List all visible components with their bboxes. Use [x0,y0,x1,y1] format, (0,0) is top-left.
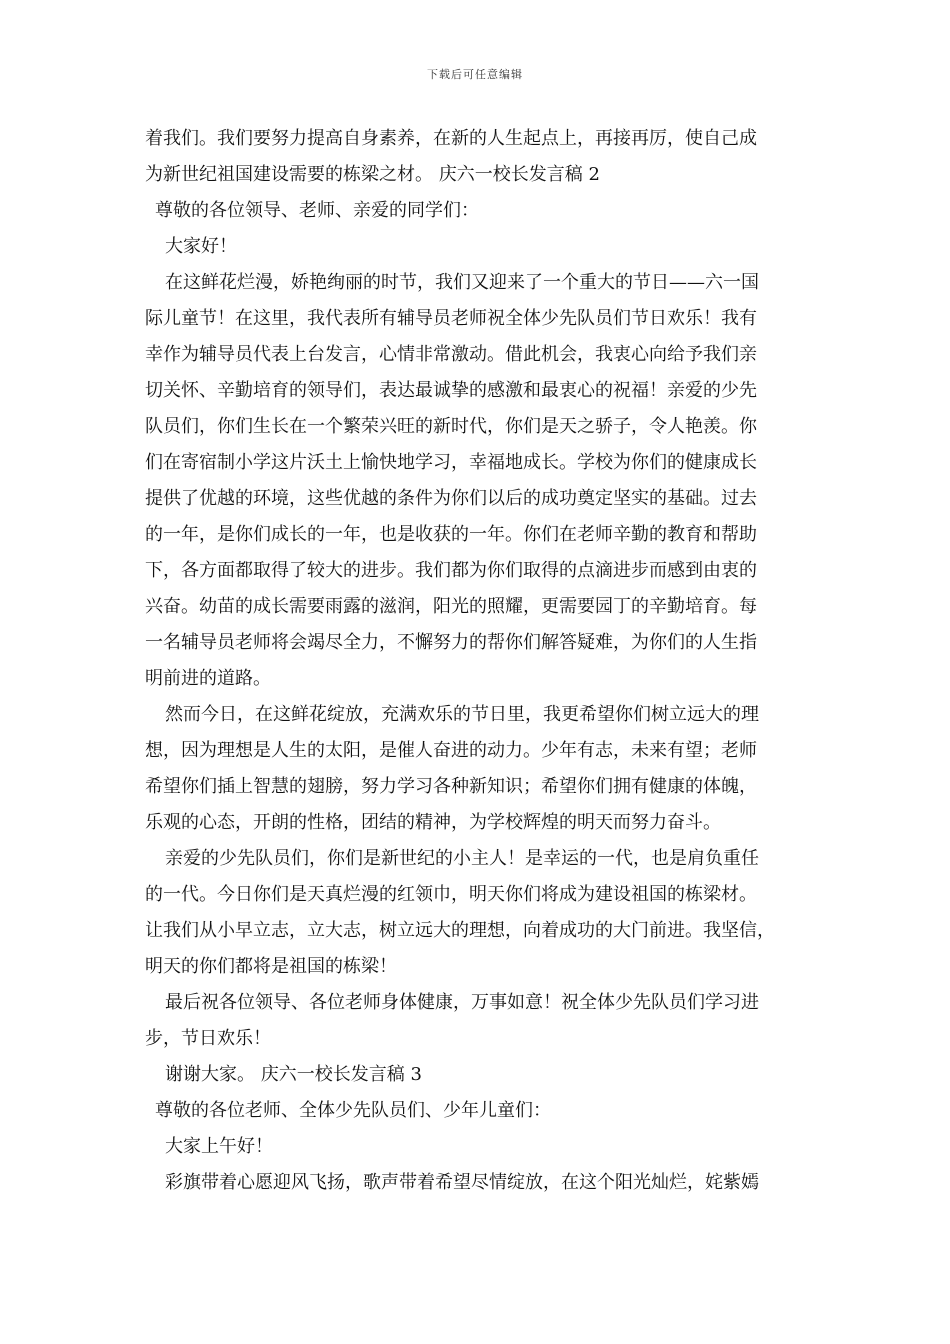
text-line: 乐观的心态，开朗的性格，团结的精神，为学校辉煌的明天而努力奋斗。 [145,812,721,833]
text-line: 最后祝各位领导、各位老师身体健康，万事如意！祝全体少先队员们学习进 [165,992,759,1013]
text-line: 际儿童节！在这里，我代表所有辅导员老师祝全体少先队员们节日欢乐！我有 [145,308,757,329]
text-line: 为新世纪祖国建设需要的栋梁之材。 庆六一校长发言稿 2 [145,164,600,185]
text-line: 幸作为辅导员代表上台发言，心情非常激动。借此机会，我衷心向给予我们亲 [145,344,757,365]
text-line: 让我们从小早立志，立大志，树立远大的理想，向着成功的大门前进。我坚信， [145,920,775,941]
text-line: 尊敬的各位老师、全体少先队员们、少年儿童们： [155,1100,551,1121]
text-line: 在这鲜花烂漫，娇艳绚丽的时节，我们又迎来了一个重大的节日——六一国 [165,272,759,293]
text-line: 一名辅导员老师将会竭尽全力，不懈努力的帮你们解答疑难，为你们的人生指 [145,632,757,653]
text-line: 谢谢大家。 庆六一校长发言稿 3 [165,1064,422,1085]
text-line: 们在寄宿制小学这片沃土上愉快地学习，幸福地成长。学校为你们的健康成长 [145,452,757,473]
text-line: 大家上午好！ [165,1136,273,1157]
text-line: 的一代。今日你们是天真烂漫的红领巾，明天你们将成为建设祖国的栋梁材。 [145,884,757,905]
text-line: 提供了优越的环境，这些优越的条件为你们以后的成功奠定坚实的基础。过去 [145,488,757,509]
text-line: 明天的你们都将是祖国的栋梁！ [145,956,397,977]
text-line: 队员们，你们生长在一个繁荣兴旺的新时代，你们是天之骄子，令人艳羡。你 [145,416,757,437]
text-line: 步，节日欢乐！ [145,1028,271,1049]
text-line: 下，各方面都取得了较大的进步。我们都为你们取得的点滴进步而感到由衷的 [145,560,757,581]
text-line: 着我们。我们要努力提高自身素养，在新的人生起点上，再接再厉，使自己成 [145,128,757,149]
text-line: 彩旗带着心愿迎风飞扬，歌声带着希望尽情绽放，在这个阳光灿烂，姹紫嫣 [165,1172,759,1193]
text-line: 尊敬的各位领导、老师、亲爱的同学们： [155,200,479,221]
text-line: 亲爱的少先队员们，你们是新世纪的小主人！是幸运的一代，也是肩负重任 [165,848,759,869]
text-line: 明前进的道路。 [145,668,271,689]
text-line: 希望你们插上智慧的翅膀，努力学习各种新知识；希望你们拥有健康的体魄， [145,776,757,797]
page-header: 下载后可任意编辑 [427,68,523,81]
text-line: 大家好！ [165,236,237,257]
text-line: 的一年，是你们成长的一年，也是收获的一年。你们在老师辛勤的教育和帮助 [145,524,757,545]
text-line: 想，因为理想是人生的太阳，是催人奋进的动力。少年有志，未来有望；老师 [145,740,757,761]
text-line: 然而今日，在这鲜花绽放，充满欢乐的节日里，我更希望你们树立远大的理 [165,704,759,725]
text-line: 切关怀、辛勤培育的领导们，表达最诚挚的感激和最衷心的祝福！亲爱的少先 [145,380,757,401]
text-line: 兴奋。幼苗的成长需要雨露的滋润，阳光的照耀，更需要园丁的辛勤培育。每 [145,596,757,617]
document-body [145,121,815,1201]
